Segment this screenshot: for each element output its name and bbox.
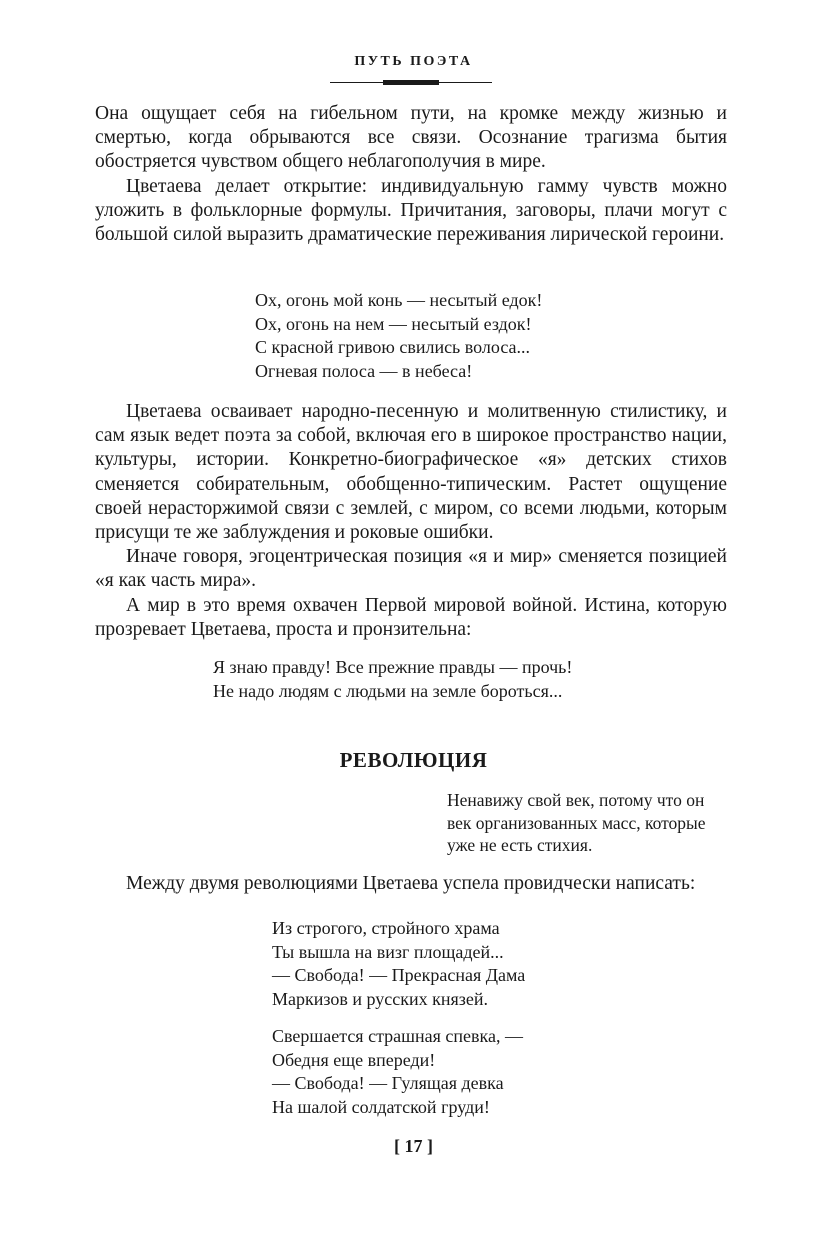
epigraph-line: уже не есть стихия.: [447, 835, 593, 855]
verse-line: Маркизов и русских князей.: [272, 988, 489, 1009]
epigraph-line: век организованных масс, которые: [447, 812, 706, 833]
paragraph: Между двумя революциями Цветаева успела провидчески написать:: [126, 873, 696, 894]
verse-line: Огневая полоса — в небеса!: [255, 360, 473, 381]
section-title: РЕВОЛЮЦИЯ: [339, 748, 488, 772]
paragraph: Цветаева осваивает народно-песенную и молитвенную стилистику, и сам язык ведет поэта за собой, включая его в широкое пространство нации, культуры, истории. Конкретно-биографическое «я» детских стихов сменяется собирательным, обобщенно-типическим. Растет ощущение своей нерасторжимой связи с землей, с миром, со всеми людьми, которым присущи те же заблуждения и роковые ошибки.: [95, 401, 727, 544]
running-head-ornament: [383, 80, 439, 85]
verse-line: Не надо людям с людьми на земле бороться...: [213, 680, 563, 701]
running-head: ПУТЬ ПОЭТА: [354, 54, 473, 69]
verse-line: Ты вышла на визг площадей...: [272, 941, 504, 962]
paragraph: Она ощущает себя на гибельном пути, на кромке между жизнью и смертью, когда обрываются все связи. Осознание трагизма бытия обостряется чувством общего неблагополучия в мире.: [95, 103, 727, 173]
text-block-3: [95, 872, 727, 896]
verse-line: — Свобода! — Гулящая девка: [272, 1073, 504, 1093]
verse-line: Обедня еще впереди!: [272, 1049, 436, 1070]
verse-quote-3-stanza-1: [272, 917, 525, 1011]
epigraph: [447, 789, 706, 857]
verse-line: Свершается страшная спевка, —: [272, 1026, 523, 1046]
paragraph: Цветаева делает открытие: индивидуальную гамму чувств можно уложить в фольклорные формулы. Причитания, заговоры, плачи могут с большой силой выразить драматические переживания лирической героини.: [95, 175, 727, 246]
paragraph: Иначе говоря, эгоцентрическая позиция «я и мир» сменяется позицией «я как часть мира».: [95, 546, 727, 592]
text-block-2: [95, 400, 727, 642]
page-number: [ 17 ]: [394, 1136, 433, 1156]
verse-quote-2: [213, 656, 572, 703]
text-block-1: [95, 102, 727, 247]
verse-quote-3-stanza-2: [272, 1025, 523, 1119]
paragraph: А мир в это время охвачен Первой мировой войной. Истина, которую прозревает Цветаева, проста и пронзительна:: [95, 594, 727, 640]
verse-line: Из строгого, стройного храма: [272, 918, 500, 938]
verse-line: Ох, огонь на нем — несытый ездок!: [255, 313, 532, 334]
verse-line: Ох, огонь мой конь — несытый едок!: [255, 290, 543, 310]
verse-line: С красной гривою свились волоса...: [255, 337, 531, 357]
verse-line: — Свобода! — Прекрасная Дама: [272, 965, 526, 985]
verse-line: На шалой солдатской груди!: [272, 1096, 490, 1117]
epigraph-line: Ненавижу свой век, потому что он: [447, 790, 705, 810]
verse-quote-1: [255, 289, 542, 383]
verse-line: Я знаю правду! Все прежние правды — прочь!: [213, 657, 573, 677]
